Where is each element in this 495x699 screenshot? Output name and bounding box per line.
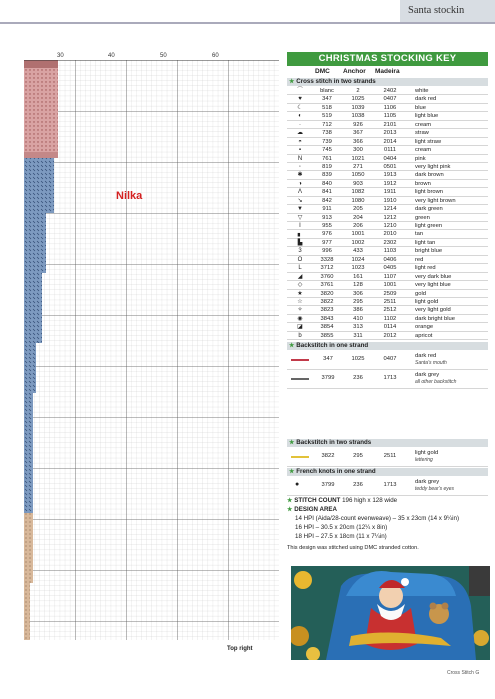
madeira-code: 1106 (383, 104, 397, 111)
color-name: light straw (415, 138, 442, 145)
dmc-code: 3712 (320, 265, 334, 272)
section-heading-backstitch-two (287, 439, 488, 447)
dmc-code: 955 (322, 223, 332, 229)
key-row (287, 121, 488, 129)
madeira-code: 1102 (383, 315, 397, 322)
backstitch-line-swatch (291, 378, 309, 380)
anchor-code: 236 (353, 375, 363, 381)
thread-symbol-icon: ☾ (297, 104, 303, 111)
usage-note: all other backstitch (415, 379, 457, 385)
dmc-code: 738 (322, 130, 332, 137)
thread-symbol-icon: O (297, 256, 303, 263)
tan-stitch-region (24, 513, 33, 583)
anchor-code: 1025 (351, 356, 365, 362)
anchor-code: 1080 (351, 197, 365, 204)
dmc-code: 518 (322, 104, 332, 111)
anchor-code: 236 (353, 482, 363, 488)
dmc-code: 976 (322, 231, 332, 238)
thread-symbol-icon: ▼ (297, 206, 303, 213)
thread-symbol-icon: ◓ (298, 138, 302, 145)
dmc-code: 913 (322, 214, 332, 221)
thread-symbol-icon: ▖ (297, 231, 303, 238)
madeira-code: 2014 (383, 138, 397, 145)
key-row (287, 230, 488, 238)
thread-symbol-icon: ☁ (297, 130, 303, 137)
thread-symbol-icon: I (299, 223, 301, 229)
section-heading-text: Backstitch in one strand (296, 342, 369, 349)
stocking-photo (291, 566, 490, 660)
french-knot-row (287, 477, 488, 496)
color-name: white (415, 88, 429, 94)
key-row (287, 129, 488, 137)
section-heading-text: Cross stitch in two strands (296, 78, 376, 85)
anchor-code: 1050 (351, 172, 365, 179)
color-name: green (415, 214, 430, 221)
madeira-code: 2013 (383, 130, 397, 137)
dmc-code: 842 (322, 197, 332, 204)
color-name: dark bright blue (415, 315, 455, 322)
madeira-code: 1103 (383, 248, 397, 255)
bullet-star-icon: ★ (287, 506, 295, 513)
color-name: dark red (415, 96, 437, 103)
color-name: very light gold (415, 307, 451, 314)
color-name: light tan (415, 239, 436, 246)
column-number: 50 (160, 53, 167, 59)
madeira-code: 1212 (383, 214, 397, 221)
watermark-text: Nilka (116, 190, 143, 202)
column-header-dmc: DMC (315, 68, 330, 75)
key-row (287, 163, 488, 171)
anchor-code: 926 (353, 121, 363, 128)
column-number: 30 (57, 53, 64, 59)
thread-symbol-icon: L (298, 265, 302, 272)
key-row (287, 112, 488, 120)
thread-symbol-icon: ♥ (298, 96, 302, 103)
key-row (287, 306, 488, 314)
thread-symbol-icon: · (299, 121, 301, 128)
dmc-code: 996 (322, 248, 332, 255)
madeira-code: 1001 (383, 282, 397, 289)
page-header-title: Santa stockin (408, 5, 465, 16)
thread-symbol-icon: ◦ (298, 163, 302, 170)
color-name: light gold (415, 450, 439, 456)
key-row (287, 315, 488, 323)
madeira-code: 2010 (383, 231, 397, 238)
section-heading-text: Backstitch in two strands (296, 439, 372, 446)
blue-stitch-region (24, 158, 54, 213)
anchor-code: 271 (353, 163, 363, 170)
key-row (287, 171, 488, 179)
stitch-count-label: STITCH COUNT (294, 497, 341, 504)
column-header-madeira: Madeira (375, 68, 400, 75)
dmc-code: 3799 (321, 375, 335, 381)
thread-symbol-icon: ◐ (298, 113, 302, 120)
anchor-code: 1082 (351, 189, 365, 196)
key-row (287, 273, 488, 281)
madeira-code: 0501 (383, 163, 397, 170)
key-row (287, 188, 488, 196)
thread-symbol-icon: N (297, 155, 303, 162)
backstitch-one-list (287, 351, 488, 389)
design-area (287, 506, 488, 515)
key-row (287, 214, 488, 222)
color-name: dark green (415, 206, 443, 213)
madeira-code: 0114 (383, 324, 397, 331)
color-name-block (415, 450, 438, 464)
thread-symbol-icon: ◢ (297, 273, 303, 280)
thread-symbol-icon: ⌒ (296, 88, 303, 94)
color-name-block (415, 353, 447, 367)
key-row (287, 290, 488, 298)
madeira-code: 0406 (383, 256, 397, 263)
stitch-count (287, 497, 488, 506)
anchor-code: 295 (353, 453, 363, 459)
key-row (287, 138, 488, 146)
backstitch-row (287, 448, 488, 467)
anchor-code: 367 (353, 130, 363, 137)
key-row (287, 155, 488, 163)
anchor-code: 1039 (351, 104, 365, 111)
key-row (287, 281, 488, 289)
anchor-code: 205 (353, 206, 363, 213)
dmc-code: 3822 (320, 298, 334, 305)
anchor-code: 206 (353, 223, 363, 229)
color-name: tan (415, 231, 424, 238)
dmc-code: 3855 (320, 332, 334, 339)
madeira-code: 1210 (383, 223, 397, 229)
key-row (287, 180, 488, 188)
madeira-code: 1107 (383, 273, 397, 280)
color-name: gold (415, 290, 426, 297)
column-header-anchor: Anchor (343, 68, 366, 75)
color-name: dark grey (415, 372, 440, 378)
madeira-code: 1214 (383, 206, 397, 213)
design-area-line: 18 HPI – 27.5 x 18cm (11 x 7¼in) (295, 533, 387, 540)
cuff-edge (24, 60, 58, 68)
color-name-block (415, 372, 456, 386)
color-name: bright blue (415, 248, 443, 255)
thread-symbol-icon: ▙ (297, 239, 303, 246)
color-name: blue (415, 104, 426, 111)
cross-stitch-chart (24, 60, 279, 640)
dmc-code: 977 (322, 239, 332, 246)
dmc-code: 739 (322, 138, 332, 145)
anchor-code: 1001 (351, 231, 365, 238)
bullet-star-icon: ★ (289, 78, 297, 85)
anchor-code: 903 (353, 180, 363, 187)
dmc-code: 3843 (320, 315, 334, 322)
dmc-code: 519 (322, 113, 332, 120)
key-row (287, 197, 488, 205)
madeira-code: 2101 (383, 121, 397, 128)
thread-symbol-icon: ★ (297, 290, 303, 297)
dmc-code: 3328 (320, 256, 334, 263)
color-name: light gold (415, 298, 439, 305)
anchor-code: 1023 (351, 265, 365, 272)
color-name: brown (415, 180, 431, 187)
dmc-code: 840 (322, 180, 332, 187)
bullet-star-icon: ★ (289, 342, 297, 349)
anchor-code: 300 (353, 147, 363, 154)
design-area-label: DESIGN AREA (294, 506, 338, 513)
dmc-code: 3822 (321, 453, 335, 459)
key-row (287, 239, 488, 247)
french-knots-list (287, 477, 488, 496)
anchor-code: 311 (353, 332, 363, 339)
madeira-code: 0407 (383, 356, 397, 362)
color-name: light brown (415, 189, 444, 196)
dmc-code: 347 (322, 96, 332, 103)
anchor-code: 295 (353, 298, 363, 305)
color-name: very dark blue (415, 273, 452, 280)
anchor-code: 1024 (351, 256, 365, 263)
madeira-code: 2302 (383, 239, 397, 246)
footnote: This design was stitched using DMC stranded cotton. (287, 545, 419, 551)
madeira-code: 1913 (383, 172, 397, 179)
thread-symbol-icon: 3 (298, 248, 302, 255)
dmc-code: 911 (322, 206, 332, 213)
madeira-code: 1105 (383, 113, 397, 120)
key-row (287, 146, 488, 154)
madeira-code: 1713 (383, 482, 397, 488)
color-name: light red (415, 265, 436, 272)
color-name: red (415, 256, 424, 263)
madeira-code: 0407 (383, 96, 397, 103)
dmc-code: 347 (323, 356, 333, 362)
thread-symbol-icon: ◑ (298, 180, 302, 187)
color-name: very light brown (415, 197, 456, 204)
madeira-code: 2402 (383, 88, 397, 94)
key-row (287, 264, 488, 272)
anchor-code: 1038 (351, 113, 365, 120)
dmc-code: 819 (322, 163, 332, 170)
anchor-code: 313 (353, 324, 363, 331)
section-heading-backstitch-one (287, 342, 488, 350)
column-number: 40 (108, 53, 115, 59)
anchor-code: 433 (353, 248, 363, 255)
color-name: very light pink (415, 163, 451, 170)
madeira-code: 1912 (383, 180, 397, 187)
section-heading-cross-stitch (287, 78, 488, 86)
cross-stitch-list (287, 87, 488, 340)
thread-symbol-icon: ✧ (297, 307, 303, 314)
dmc-code: 841 (322, 189, 332, 196)
color-name: dark grey (415, 479, 440, 485)
anchor-code: 410 (353, 315, 363, 322)
madeira-code: 2012 (383, 332, 397, 339)
key-row (287, 298, 488, 306)
bullet-star-icon: ★ (289, 439, 297, 446)
bullet-star-icon: ★ (289, 468, 297, 475)
color-name: dark brown (415, 172, 444, 179)
backstitch-row (287, 351, 488, 370)
color-name: apricot (415, 332, 433, 339)
dmc-code: 712 (322, 121, 332, 128)
color-name: light green (415, 223, 443, 229)
key-row (287, 87, 488, 95)
anchor-code: 306 (353, 290, 363, 297)
stitch-count-value: 196 high x 128 wide (342, 497, 398, 504)
madeira-code: 0404 (383, 155, 397, 162)
chart-position-label: Top right (227, 646, 253, 652)
thread-symbol-icon: ◇ (297, 282, 303, 289)
anchor-code: 366 (353, 138, 363, 145)
anchor-code: 161 (353, 273, 363, 280)
thread-symbol-icon: ☆ (297, 298, 303, 305)
dmc-code: 761 (322, 155, 332, 162)
madeira-code: 0111 (383, 147, 397, 154)
madeira-code: 1910 (383, 197, 397, 204)
usage-note: teddy bear's eyes (415, 486, 455, 492)
thread-symbol-icon: b (298, 332, 302, 339)
madeira-code: 2511 (383, 453, 397, 459)
madeira-code: 0405 (383, 265, 397, 272)
dmc-code: 3799 (321, 482, 335, 488)
anchor-code: 386 (353, 307, 363, 314)
key-row (287, 95, 488, 103)
footer-text: Cross Stitch G (447, 670, 480, 676)
color-name-block (415, 479, 454, 493)
thread-symbol-icon: ◪ (297, 324, 303, 331)
anchor-code: 2 (356, 88, 360, 94)
key-row (287, 323, 488, 331)
dmc-code: blanc (320, 88, 334, 94)
backstitch-line-swatch (291, 456, 309, 458)
design-area-line: 14 HPI (Aida/28-count evenweave) – 35 x 23cm (14 x 9¼in) (295, 515, 460, 522)
anchor-code: 128 (353, 282, 363, 289)
thread-symbol-icon: ↘ (297, 197, 303, 204)
section-heading-french-knots (287, 468, 488, 476)
bullet-star-icon: ★ (287, 497, 295, 504)
color-name: cream (415, 121, 432, 128)
color-name: dark red (415, 353, 437, 359)
madeira-code: 1911 (383, 189, 397, 196)
key-row (287, 222, 488, 230)
madeira-code: 1713 (383, 375, 397, 381)
backstitch-two-list (287, 448, 488, 467)
color-name: light blue (415, 113, 439, 120)
knot-symbol-icon: ● (295, 481, 300, 488)
madeira-code: 2509 (383, 290, 397, 297)
usage-note: Santa's mouth (415, 360, 447, 366)
dmc-code: 3823 (320, 307, 334, 314)
section-heading-text: French knots in one strand (296, 468, 376, 475)
header-divider (0, 22, 495, 24)
dmc-code: 3854 (320, 324, 334, 331)
thread-symbol-icon: ▪ (298, 147, 302, 154)
madeira-code: 2511 (383, 298, 397, 305)
thread-symbol-icon: ◉ (297, 315, 303, 322)
color-name: cream (415, 147, 432, 154)
key-row (287, 104, 488, 112)
key-title: CHRISTMAS STOCKING KEY (287, 52, 488, 66)
color-name: very light blue (415, 282, 451, 289)
thread-symbol-icon: Λ (297, 189, 302, 196)
dmc-code: 745 (322, 147, 332, 154)
key-row (287, 247, 488, 255)
color-name: pink (415, 155, 426, 162)
thread-symbol-icon: ▽ (297, 214, 303, 221)
design-area-line: 16 HPI – 30.5 x 20cm (12¼ x 8in) (295, 524, 388, 531)
key-row (287, 332, 488, 340)
column-number: 60 (212, 53, 219, 59)
backstitch-row (287, 370, 488, 389)
anchor-code: 1025 (351, 96, 365, 103)
pink-stitch-region (24, 60, 58, 158)
dmc-code: 3760 (320, 273, 334, 280)
anchor-code: 1002 (351, 239, 365, 246)
key-row (287, 205, 488, 213)
usage-note: lettering (415, 457, 433, 463)
dmc-code: 3761 (320, 282, 334, 289)
anchor-code: 1021 (351, 155, 365, 162)
dmc-code: 839 (322, 172, 332, 179)
anchor-code: 204 (353, 214, 363, 221)
key-row (287, 256, 488, 264)
thread-symbol-icon: ✱ (297, 172, 303, 179)
madeira-code: 2512 (383, 307, 397, 314)
stocking-key-panel (287, 52, 488, 558)
backstitch-line-swatch (291, 359, 309, 361)
color-name: orange (415, 324, 434, 331)
dmc-code: 3820 (320, 290, 334, 297)
color-name: straw (415, 130, 429, 137)
